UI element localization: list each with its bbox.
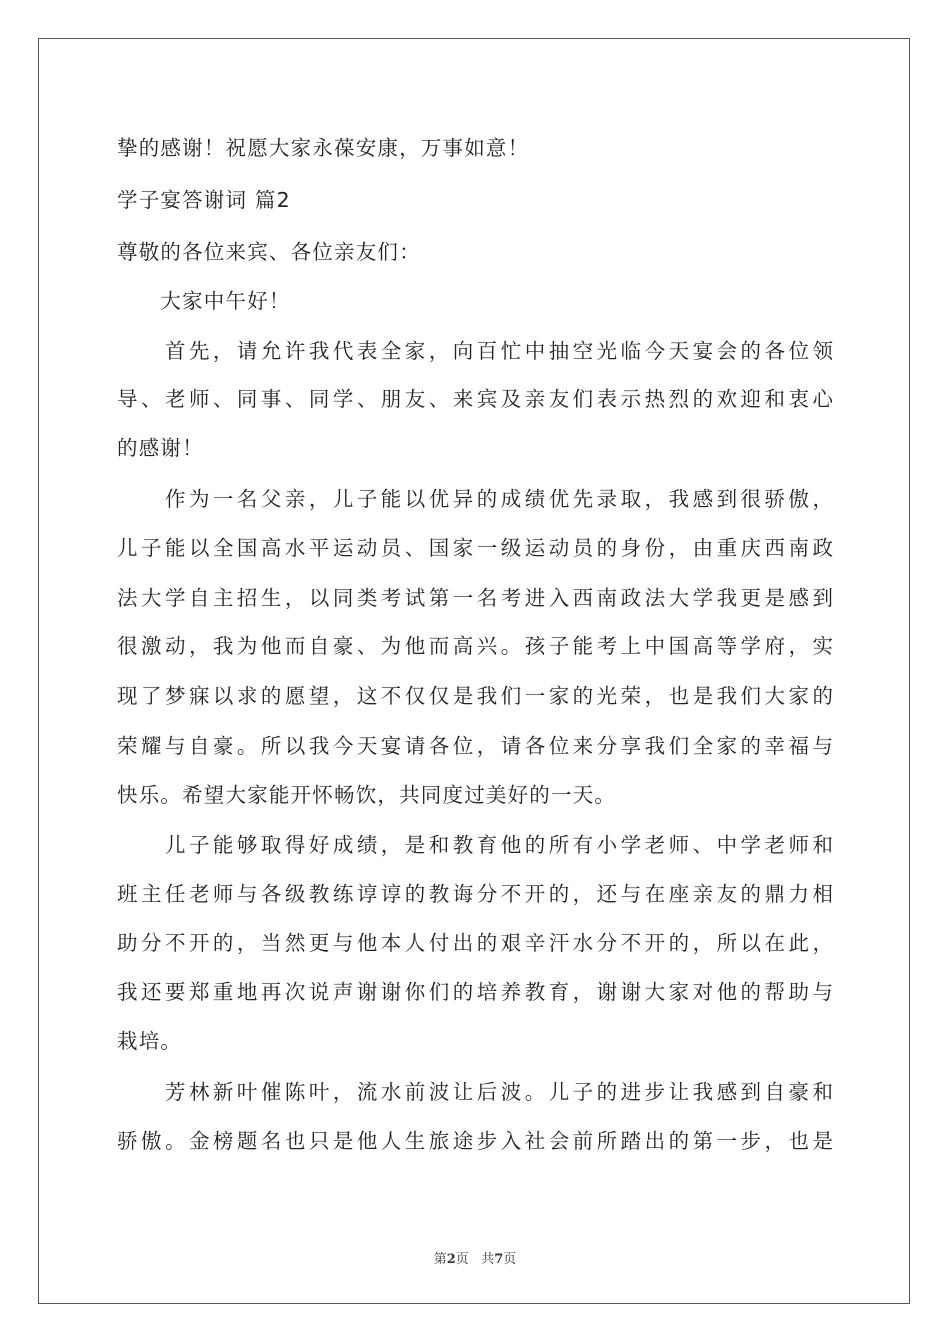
- text-line: 首先，请允许我代表全家，向百忙中抽空光临今天宴会的各位领: [117, 339, 833, 363]
- total-pages: 7: [494, 1252, 504, 1267]
- salutation: 尊敬的各位来宾、各位亲友们：: [117, 240, 421, 264]
- text-line: 导、老师、同事、同学、朋友、来宾及亲友们表示热烈的欢迎和衷心: [117, 387, 833, 411]
- text-line: 大家中午好！: [117, 289, 291, 313]
- total-prefix: 共: [481, 1252, 495, 1267]
- text-line: 法大学自主招生，以同类考试第一名考进入西南政法大学我更是感到: [117, 586, 833, 610]
- text-line: 我还要郑重地再次说声谢谢你们的培养教育，谢谢大家对他的帮助与: [117, 980, 833, 1004]
- text-line: 班主任老师与各级教练谆谆的教诲分不开的，还与在座亲友的鼎力相: [117, 882, 833, 906]
- text-line: 栽培。: [117, 1029, 183, 1053]
- text-line: 儿子能以全国高水平运动员、国家一级运动员的身份，由重庆西南政: [117, 536, 833, 560]
- text-line: 很激动，我为他而自豪、为他而高兴。孩子能考上中国高等学府，实: [117, 634, 833, 658]
- text-line: 挚的感谢！祝愿大家永葆安康，万事如意！: [117, 136, 530, 160]
- text-line: 助分不开的，当然更与他本人付出的艰辛汗水分不开的，所以在此，: [117, 931, 833, 955]
- text-line: 作为一名父亲，儿子能以优异的成绩优先录取，我感到很骄傲，: [117, 487, 833, 511]
- section-heading: 学子宴答谢词 篇2: [117, 188, 291, 212]
- page-prefix: 第: [433, 1252, 447, 1267]
- text-line: 快乐。希望大家能开怀畅饮，共同度过美好的一天。: [117, 783, 617, 807]
- page-suffix: 页: [455, 1252, 469, 1267]
- page-footer: [0, 1248, 950, 1267]
- text-line: 现了梦寐以求的愿望，这不仅仅是我们一家的光荣，也是我们大家的: [117, 684, 833, 708]
- text-line: 的感谢！: [117, 436, 204, 460]
- text-line: 儿子能够取得好成绩，是和教育他的所有小学老师、中学老师和: [117, 833, 833, 857]
- page-border: [38, 38, 910, 1304]
- text-line: 芳林新叶催陈叶，流水前波让后波。儿子的进步让我感到自豪和: [117, 1080, 833, 1104]
- total-suffix: 页: [503, 1252, 517, 1267]
- text-line: 荣耀与自豪。所以我今天宴请各位，请各位来分享我们全家的幸福与: [117, 734, 833, 758]
- text-line: 骄傲。金榜题名也只是他人生旅途步入社会前所踏出的第一步，也是: [117, 1129, 833, 1153]
- page-number: 2: [446, 1252, 456, 1267]
